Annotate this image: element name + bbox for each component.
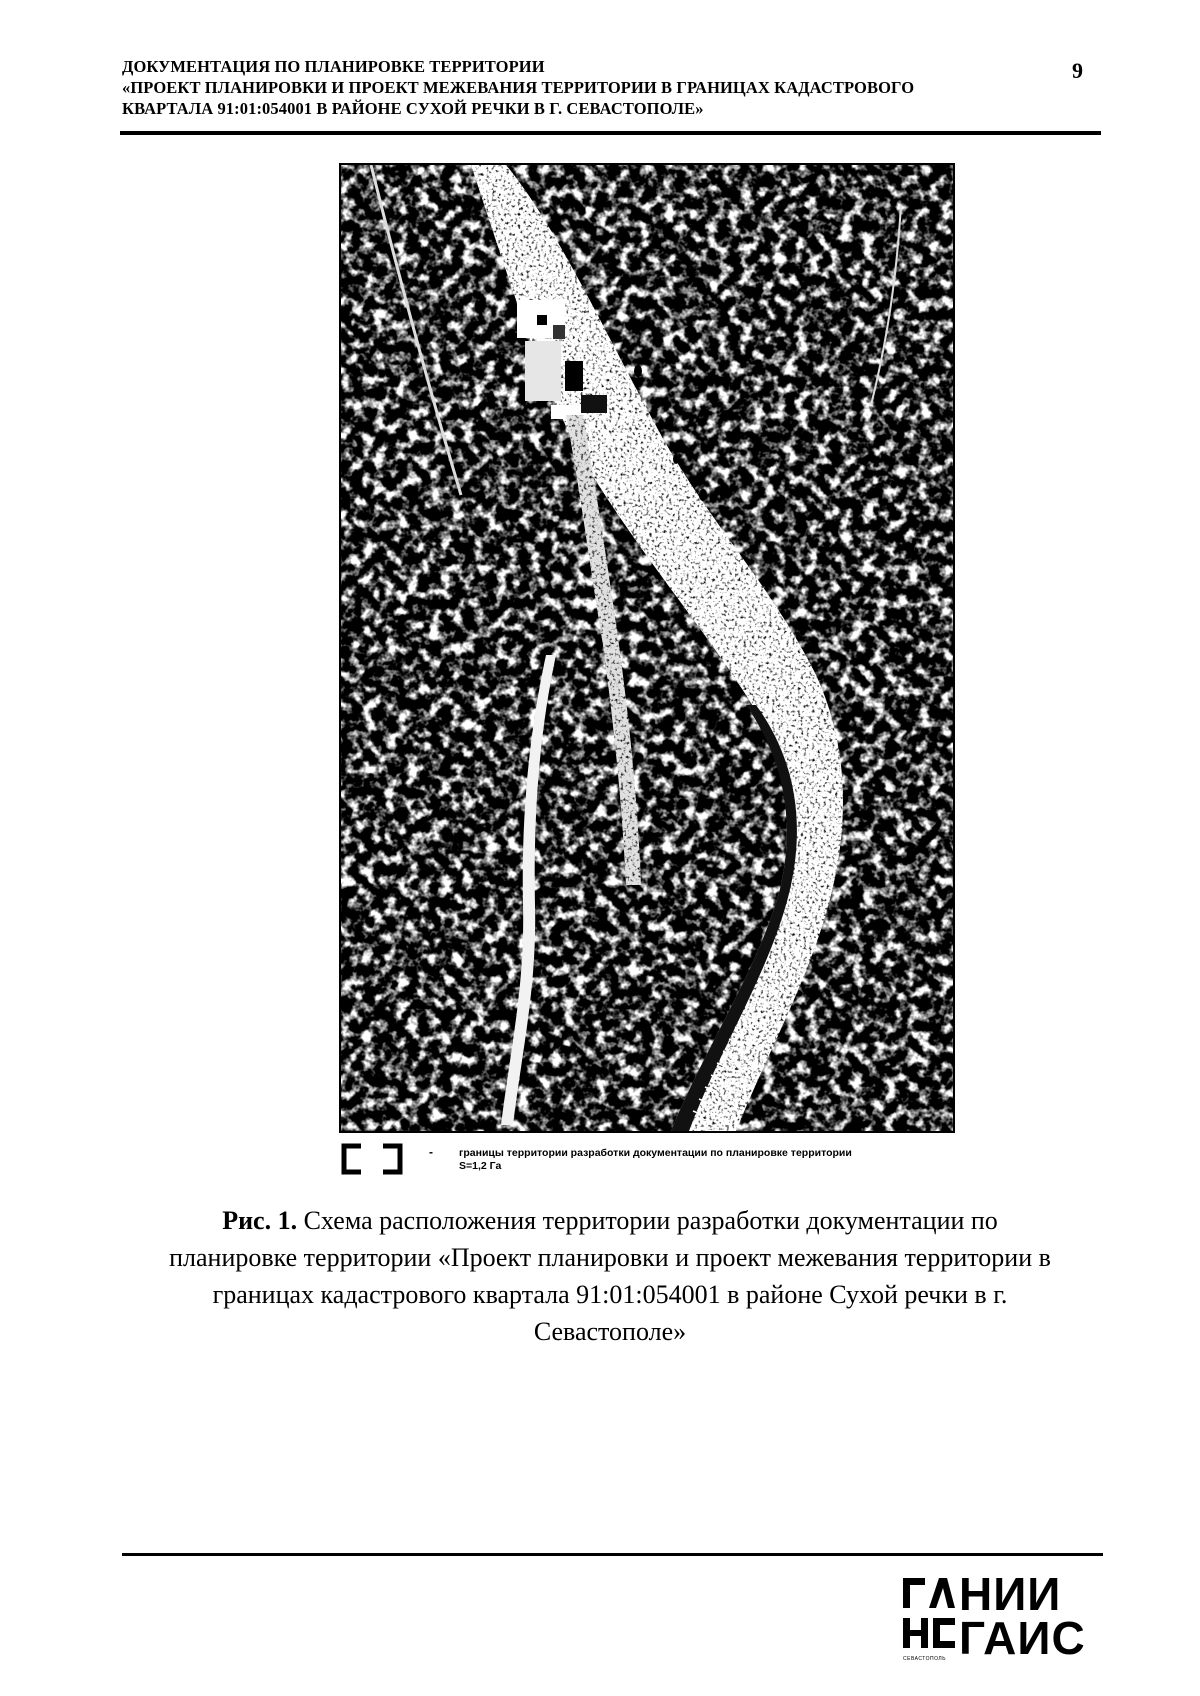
header-line-1: ДОКУМЕНТАЦИЯ ПО ПЛАНИРОВКЕ ТЕРРИТОРИИ [122,57,545,76]
figure-caption [130,1202,1090,1350]
aerial-photo [339,163,955,1133]
page-number: 9 [1072,58,1083,83]
document-header [122,56,1012,119]
caption-line-1-text: Схема расположения территории разработки документации по [297,1206,998,1235]
footer-divider [122,1553,1103,1556]
boundary-symbol-icon [341,1143,403,1175]
header-divider [120,131,1101,135]
aerial-photo-image [341,165,953,1131]
caption-line-4: Севастополе» [533,1317,687,1346]
caption-line-3: границах кадастрового квартала 91:01:054001 в районе Сухой речки в г. [212,1280,1008,1309]
caption-line-2: планировке территории «Проект планировки и проект межевания территории в [169,1243,1051,1272]
caption-line-1 [130,1202,1090,1239]
nii-gais-logo [903,1568,1103,1672]
logo-city: СЕВАСТОПОЛЬ [903,1656,946,1662]
logo-line-2: ГАИС [959,1612,1086,1664]
logo-text [959,1568,1086,1664]
logo-line-1: НИИ [959,1568,1062,1620]
logo-emblem-icon [903,1574,955,1658]
header-line-3: КВАРТАЛА 91:01:054001 В РАЙОНЕ СУХОЙ РЕЧКИ В Г. СЕВАСТОПОЛЕ» [122,99,704,118]
legend-line-2: S=1,2 Га [459,1160,502,1172]
legend-line-1: границы территории разработки документации по планировке территории [459,1147,852,1159]
header-line-2: «ПРОЕКТ ПЛАНИРОВКИ И ПРОЕКТ МЕЖЕВАНИЯ ТЕРРИТОРИИ В ГРАНИЦАХ КАДАСТРОВОГО [122,78,915,97]
legend-dash: - [429,1145,433,1159]
caption-label: Рис. 1. [222,1206,298,1235]
map-legend [339,1140,979,1180]
legend-text [459,1147,852,1173]
